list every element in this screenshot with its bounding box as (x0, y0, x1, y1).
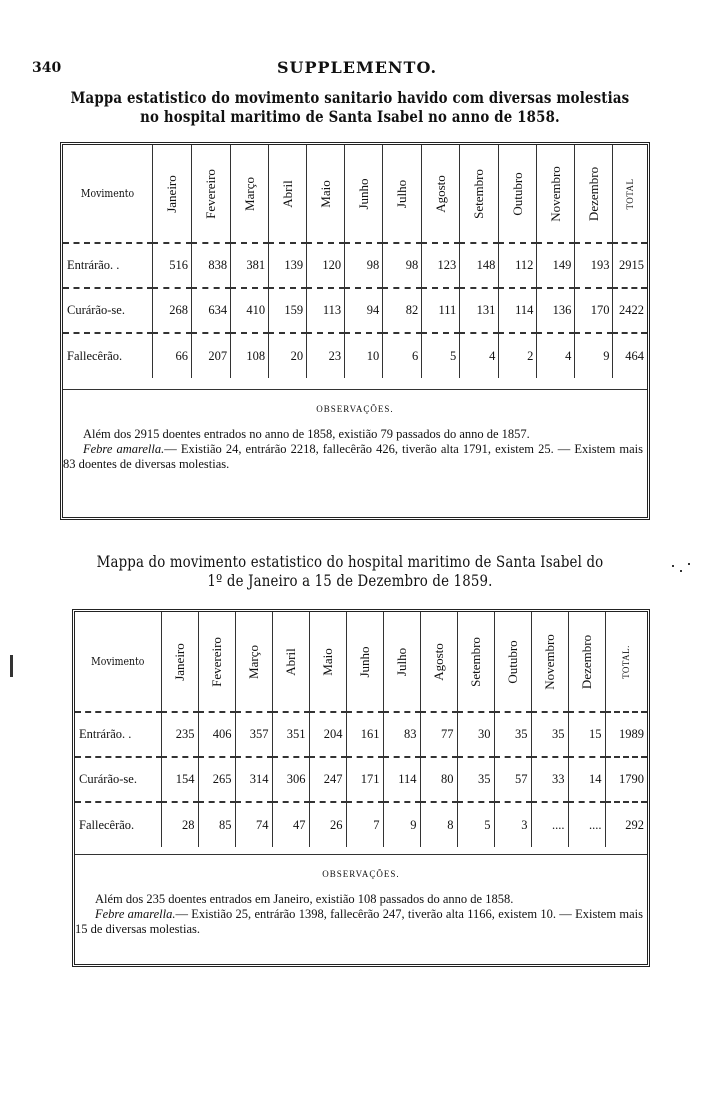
column-header-label: Outubro (509, 171, 525, 216)
table-cell: 265 (198, 758, 235, 802)
table-row (75, 803, 647, 847)
column-header (457, 612, 494, 712)
table-cell: 464 (613, 334, 647, 378)
table-cell: 113 (307, 289, 345, 333)
table-cell: 35 (494, 713, 531, 757)
table-cell: 30 (457, 713, 494, 757)
table-cell: 23 (307, 334, 345, 378)
column-header (568, 612, 605, 712)
table2-title (56, 553, 644, 591)
column-header (531, 612, 568, 712)
table1-title (56, 88, 644, 126)
table-cell: 120 (307, 244, 345, 288)
observation-paragraph: Além dos 235 doentes entrados em Janeiro, existião 108 passados do anno de 1858. (95, 892, 514, 906)
column-header-label: Junho (355, 177, 371, 210)
column-header (605, 612, 647, 712)
page-number: 340 (32, 60, 62, 76)
table-row (63, 244, 647, 288)
column-header (235, 612, 272, 712)
table2-observations (75, 854, 647, 964)
table2-title-line2: 1º de Janeiro a 15 de Dezembro de 1859. (207, 572, 493, 590)
table-cell: .... (568, 803, 605, 847)
table-cell: 33 (531, 758, 568, 802)
column-header (161, 612, 198, 712)
observations-heading: OBSERVAÇÕES. (316, 404, 394, 414)
column-header-label: Outubro (504, 639, 520, 684)
table-cell: 1790 (605, 758, 647, 802)
scan-mark (688, 563, 690, 565)
observation-paragraph (63, 442, 647, 472)
row-label: Fallecêrão. (67, 348, 123, 363)
table-cell: 57 (494, 758, 531, 802)
table-cell: 7 (346, 803, 383, 847)
table-cell: 247 (309, 758, 346, 802)
table-cell: 357 (235, 713, 272, 757)
scan-mark (680, 570, 682, 572)
column-header (613, 145, 647, 243)
table-cell: 204 (309, 713, 346, 757)
table-cell: 159 (269, 289, 307, 333)
table1-title-line2: no hospital maritimo de Santa Isabel no anno de 1858. (140, 107, 560, 126)
column-header (537, 145, 575, 243)
table-cell: 154 (161, 758, 198, 802)
table-cell: 114 (383, 758, 420, 802)
table-cell: 111 (422, 289, 460, 333)
column-header (307, 145, 345, 243)
column-header-label: Agosto (430, 642, 446, 681)
table-cell: 47 (272, 803, 309, 847)
column-header (346, 612, 383, 712)
table-row (75, 713, 647, 757)
table-cell: 1989 (605, 713, 647, 757)
table-cell: 2915 (613, 244, 647, 288)
column-header (231, 145, 269, 243)
table-cell: 114 (499, 289, 537, 333)
table-cell: 94 (345, 289, 383, 333)
table-cell: 268 (152, 289, 191, 333)
column-header (383, 145, 422, 243)
table-cell: 108 (231, 334, 269, 378)
table-cell: 4 (537, 334, 575, 378)
table-cell: 410 (231, 289, 269, 333)
column-header-label: Abril (282, 647, 298, 676)
table-cell: 20 (269, 334, 307, 378)
table-cell: 85 (198, 803, 235, 847)
column-header-label: Fevereiro (203, 168, 219, 219)
table-cell: 131 (460, 289, 499, 333)
table-cell: 80 (420, 758, 457, 802)
table-cell: 26 (309, 803, 346, 847)
table-cell: 9 (575, 334, 613, 378)
table-cell: 139 (269, 244, 307, 288)
table-cell: 5 (422, 334, 460, 378)
column-header-label: Junho (356, 645, 372, 678)
row-label: Entrárão. . (79, 727, 132, 741)
column-header (575, 145, 613, 243)
column-header-label: Março (241, 176, 257, 211)
row-label: Curárão-se. (79, 772, 137, 786)
table-cell: 148 (460, 244, 499, 288)
observations-heading: OBSERVAÇÕES. (322, 869, 400, 879)
column-header-label: Setembro (471, 168, 487, 219)
table2-row-header: Movimento (91, 655, 145, 668)
table-cell: 35 (457, 758, 494, 802)
column-header-label: TOTAL (625, 177, 636, 210)
table-cell: 136 (537, 289, 575, 333)
observation-paragraph: Além dos 2915 doentes entrados no anno de 1858, existião 79 passados do anno de 1857. (83, 427, 530, 441)
table1-observations (63, 389, 647, 517)
table-cell: 161 (346, 713, 383, 757)
table-cell: 98 (383, 244, 422, 288)
row-label: Curárão-se. (67, 303, 125, 317)
table-cell: 193 (575, 244, 613, 288)
table-cell: 235 (161, 713, 198, 757)
column-header-label: TOTAL. (621, 644, 632, 679)
observation-text: — Existião 25, entrárão 1398, fallecêrão 247, tiverão alta 1166, existem 10. — Existem mais 15 de diversas molestias. (75, 907, 643, 936)
table2 (75, 612, 647, 847)
table-cell: 82 (383, 289, 422, 333)
table-cell: 123 (422, 244, 460, 288)
table-cell: 516 (152, 244, 191, 288)
scan-mark (672, 565, 674, 567)
table-cell: 149 (537, 244, 575, 288)
table-cell: 112 (499, 244, 537, 288)
table-cell: 9 (383, 803, 420, 847)
row-label: Fallecêrão. (79, 817, 135, 832)
table-cell: 406 (198, 713, 235, 757)
table1-row-header: Movimento (80, 187, 135, 200)
table-cell: .... (531, 803, 568, 847)
table1-header-row (63, 145, 647, 243)
table2-frame (72, 609, 650, 967)
row-label: Entrárão. . (67, 258, 120, 272)
table-cell: 4 (460, 334, 499, 378)
column-header (272, 612, 309, 712)
column-header (460, 145, 499, 243)
table-cell: 35 (531, 713, 568, 757)
column-header-label: Maio (319, 647, 335, 676)
column-header (420, 612, 457, 712)
running-head: SUPPLEMENTO. (276, 58, 438, 77)
table-cell: 98 (345, 244, 383, 288)
column-header-label: Julho (393, 647, 409, 676)
table1-frame (60, 142, 650, 520)
column-header-label: Julho (394, 179, 410, 208)
column-header-label: Janeiro (171, 642, 187, 681)
table-cell: 14 (568, 758, 605, 802)
column-header (383, 612, 420, 712)
table-cell: 66 (152, 334, 191, 378)
table-cell: 74 (235, 803, 272, 847)
table-cell: 10 (345, 334, 383, 378)
table-cell: 171 (346, 758, 383, 802)
table-cell: 6 (383, 334, 422, 378)
table-cell: 3 (494, 803, 531, 847)
table-cell: 314 (235, 758, 272, 802)
column-header (422, 145, 460, 243)
table-cell: 83 (383, 713, 420, 757)
table-row (63, 289, 647, 333)
observation-italic: Febre amarella. (95, 907, 176, 921)
table-cell: 207 (192, 334, 231, 378)
observation-italic: Febre amarella. (83, 442, 165, 456)
column-header-label: Setembro (467, 636, 483, 687)
table-row (75, 758, 647, 802)
table1 (63, 145, 647, 378)
observation-text: — Existião 24, entrárão 2218, fallecêrão 426, tiverão alta 1791, existem 25. — Existem mais 83 doentes de diversas molestias. (63, 442, 643, 471)
table-cell: 292 (605, 803, 647, 847)
column-header-label: Dezembro (578, 634, 594, 689)
table-cell: 77 (420, 713, 457, 757)
table-cell: 5 (457, 803, 494, 847)
column-header-label: Dezembro (585, 166, 601, 221)
table1-title-line1: Mappa estatistico do movimento sanitario havido com diversas molestias (70, 88, 630, 107)
table-cell: 381 (231, 244, 269, 288)
table-row (63, 334, 647, 378)
column-header (494, 612, 531, 712)
table2-header-row (75, 612, 647, 712)
table-cell: 15 (568, 713, 605, 757)
table-cell: 838 (192, 244, 231, 288)
column-header-label: Janeiro (163, 174, 179, 213)
table-cell: 634 (192, 289, 231, 333)
table-cell: 306 (272, 758, 309, 802)
column-header (269, 145, 307, 243)
observation-paragraph (75, 907, 647, 937)
column-header (192, 145, 231, 243)
table-cell: 351 (272, 713, 309, 757)
column-header-label: Fevereiro (208, 636, 224, 687)
column-header-label: Agosto (432, 174, 448, 213)
table2-title-line1: Mappa do movimento estatistico do hospital maritimo de Santa Isabel do (96, 553, 604, 571)
column-header-label: Novembro (541, 633, 557, 690)
column-header (152, 145, 191, 243)
column-header-label: Março (245, 644, 261, 679)
table-cell: 28 (161, 803, 198, 847)
table-cell: 170 (575, 289, 613, 333)
column-header (345, 145, 383, 243)
table-cell: 8 (420, 803, 457, 847)
column-header-label: Novembro (547, 165, 563, 222)
column-header (499, 145, 537, 243)
table-cell: 2422 (613, 289, 647, 333)
column-header-label: Maio (317, 179, 333, 208)
column-header (198, 612, 235, 712)
column-header-label: Abril (279, 179, 295, 208)
column-header (309, 612, 346, 712)
table-cell: 2 (499, 334, 537, 378)
scan-mark (10, 655, 13, 677)
